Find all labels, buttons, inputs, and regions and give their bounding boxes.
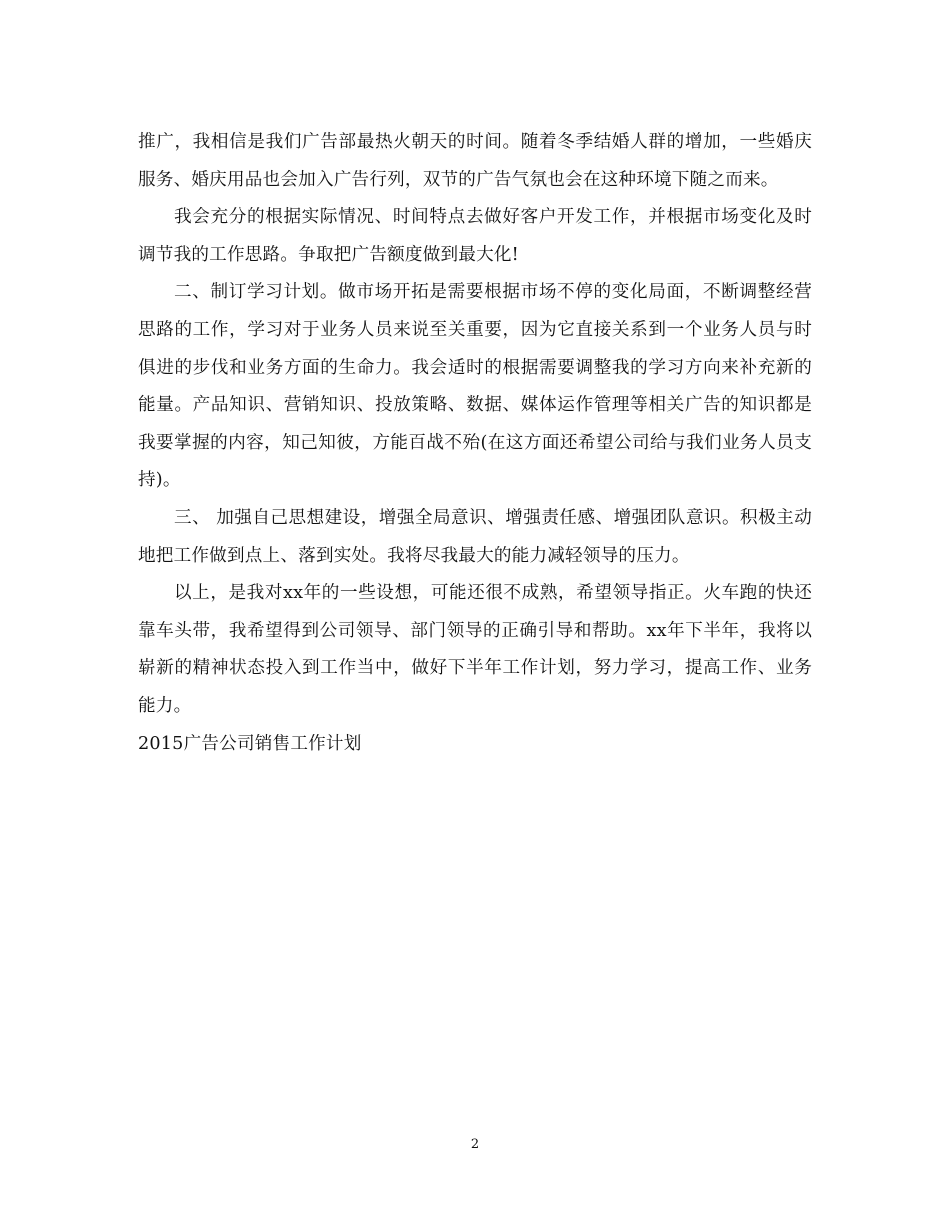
paragraph-continuation: 推广，我相信是我们广告部最热火朝天的时间。随着冬季结婚人群的增加，一些婚庆服务、婚庆用品也会加入广告行列，双节的广告气氛也会在这种环境下随之而来。 (138, 132, 812, 190)
page-number: 2 (470, 1137, 480, 1152)
paragraph-study-plan: 二、制订学习计划。做市场开拓是需要根据市场不停的变化局面，不断调整经营思路的工作，学习对于业务人员来说至关重要，因为它直接关系到一个业务人员与时俱进的步伐和业务方面的生命力。我会适时的根据需要调整我的学习方向来补充新的能量。产品知识、营销知识、投放策略、数据、媒体运作管理等相关广告的知识都是我要掌握的内容，知己知彼，方能百战不殆(在这方面还希望公司给与我们业务人员支持)。 (138, 282, 812, 491)
document-title-line: 2015广告公司销售工作计划 (138, 733, 362, 754)
paragraph-self-improvement: 三、 加强自己思想建设，增强全局意识、增强责任感、增强团队意识。积极主动地把工作做到点上、落到实处。我将尽我最大的能力减轻领导的压力。 (138, 507, 812, 566)
paragraph-conclusion: 以上，是我对xx年的一些设想，可能还很不成熟，希望领导指正。火车跑的快还靠车头带，我希望得到公司领导、部门领导的正确引导和帮助。xx年下半年，我将以崭新的精神状态投入到工作当中，做好下半年工作计划，努力学习，提高工作、业务能力。 (138, 583, 812, 716)
paragraph-client-development: 我会充分的根据实际情况、时间特点去做好客户开发工作，并根据市场变化及时调节我的工作思路。争取把广告额度做到最大化! (138, 207, 812, 265)
document-body (138, 124, 812, 763)
